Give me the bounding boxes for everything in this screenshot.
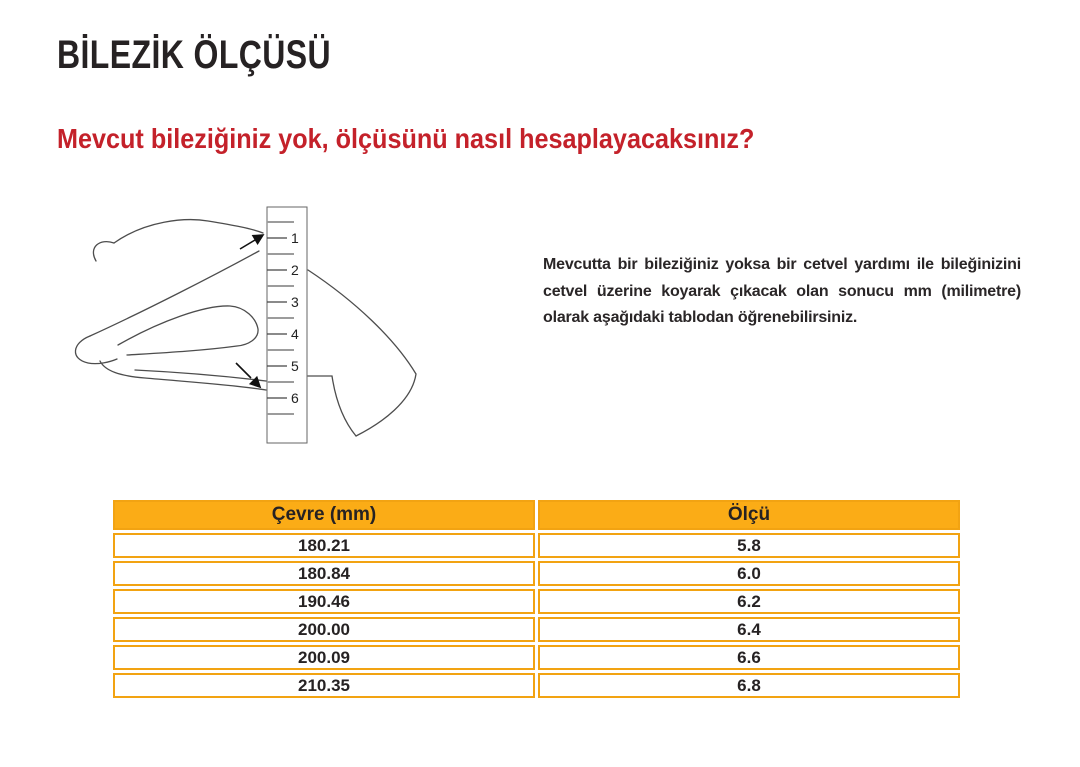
olcu-cell: 6.2 — [538, 589, 960, 614]
page-title: BİLEZİK ÖLÇÜSÜ — [57, 33, 332, 77]
olcu-cell: 6.8 — [538, 673, 960, 698]
table-header-row — [113, 500, 960, 530]
cevre-cell: 210.35 — [113, 673, 535, 698]
ruler-number-4: 4 — [291, 326, 299, 342]
ruler-number-3: 3 — [291, 294, 299, 310]
cevre-cell: 180.84 — [113, 561, 535, 586]
subtitle: Mevcut bileziğiniz yok, ölçüsünü nasıl hesaplayacaksınız? — [57, 123, 755, 154]
table-row — [113, 617, 960, 642]
table-row — [113, 589, 960, 614]
table-row — [113, 561, 960, 586]
hand-ruler-illustration — [60, 193, 460, 465]
ruler-number-5: 5 — [291, 358, 299, 374]
ruler — [267, 207, 307, 443]
cevre-cell: 180.21 — [113, 533, 535, 558]
cevre-cell: 200.09 — [113, 645, 535, 670]
ruler-number-2: 2 — [291, 262, 299, 278]
description: Mevcutta bir bileziğiniz yoksa bir cetvel yardımı ile bileğinizini cetvel üzerine koyarak çıkacak olan sonucu mm (milimetre) olarak aşağıdaki tablodan öğrenebilirsiniz. — [543, 256, 1021, 326]
ruler-number-6: 6 — [291, 390, 299, 406]
cevre-cell: 200.00 — [113, 617, 535, 642]
arm-sketch — [308, 270, 416, 436]
table-row — [113, 533, 960, 558]
table-row — [113, 673, 960, 698]
olcu-cell: 6.4 — [538, 617, 960, 642]
size-table — [110, 497, 963, 701]
cevre-cell: 190.46 — [113, 589, 535, 614]
olcu-cell: 5.8 — [538, 533, 960, 558]
olcu-cell: 6.0 — [538, 561, 960, 586]
measure-arrow-down-icon — [236, 363, 260, 387]
olcu-cell: 6.6 — [538, 645, 960, 670]
column-header-cevre: Çevre (mm) — [113, 500, 535, 530]
column-header-olcu: Ölçü — [538, 500, 960, 530]
table-row — [113, 645, 960, 670]
measure-arrow-up-icon — [240, 235, 263, 249]
ruler-number-1: 1 — [291, 230, 299, 246]
